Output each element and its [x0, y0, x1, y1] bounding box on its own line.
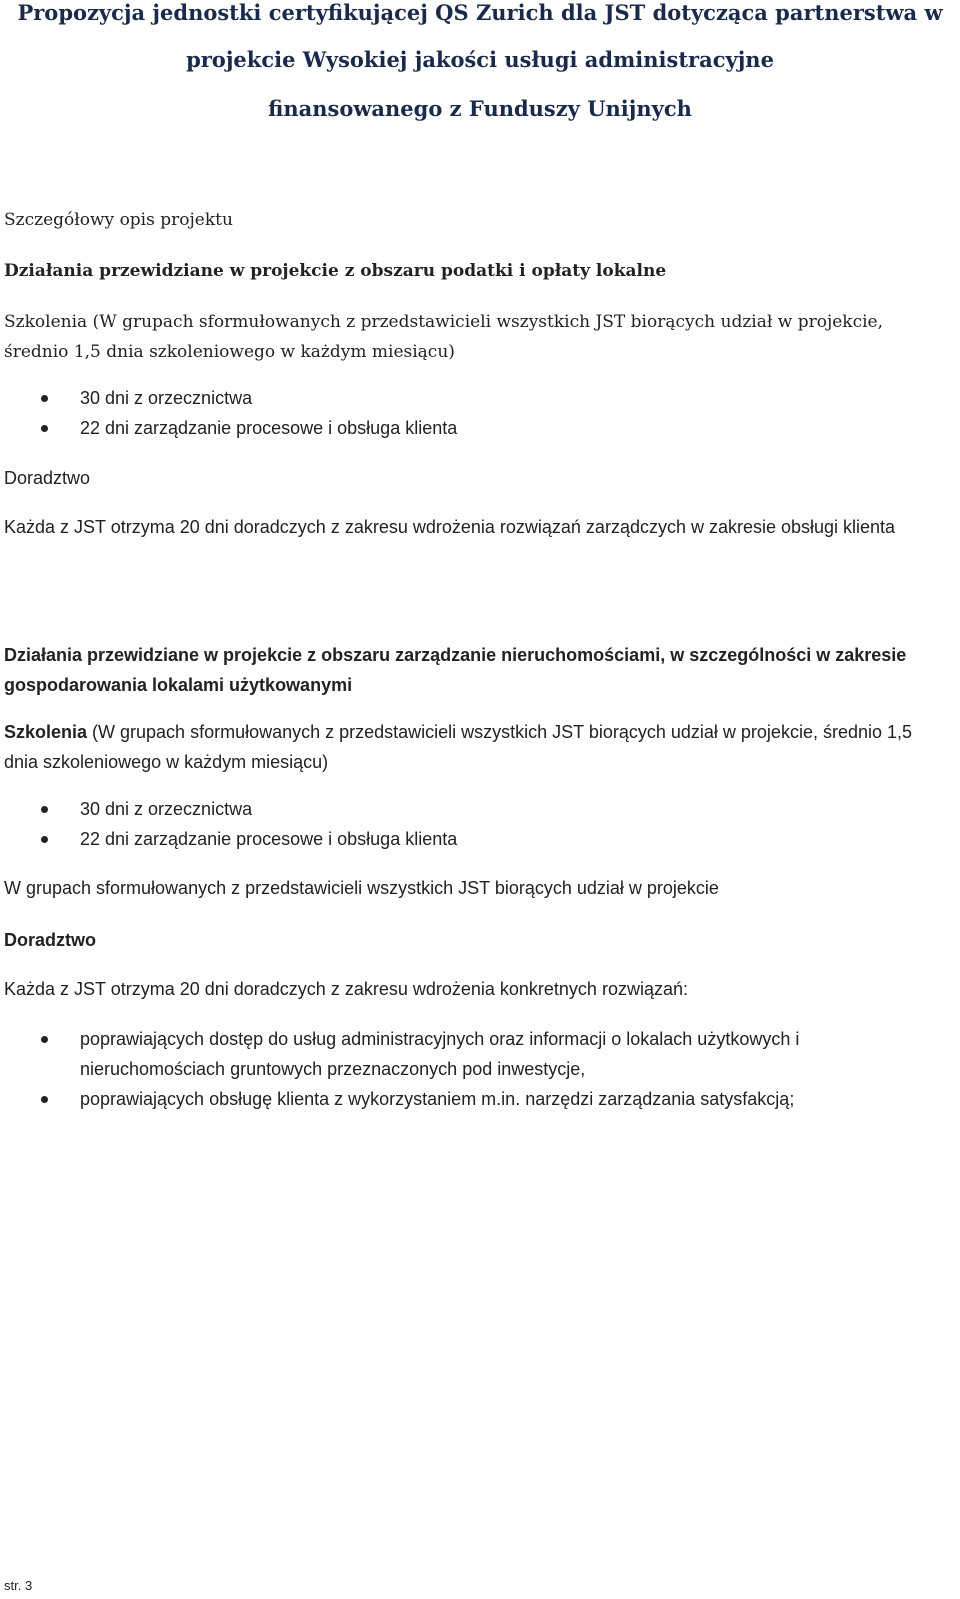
section2-training-text	[4, 717, 949, 777]
list-item: poprawiających obsługę klienta z wykorzystaniem m.in. narzędzi zarządzania satysfakcją;	[0, 1084, 920, 1114]
section2-training-list	[0, 794, 920, 854]
section1-subheading: Działania przewidziane w projekcie z obszaru podatki i opłaty lokalne	[4, 261, 667, 281]
section-heading: Szczegółowy opis projektu	[4, 210, 233, 230]
section2-advisory-label: Doradztwo	[4, 930, 96, 950]
section1-training-text: Szkolenia (W grupach sformułowanych z przedstawicieli wszystkich JST biorących udział w projekcie, średnio 1,5 dnia szkoleniowego w każdym miesiącu)	[4, 312, 884, 362]
section2-advisory-list	[0, 1024, 920, 1114]
list-item: 22 dni zarządzanie procesowe i obsługa klienta	[0, 824, 920, 854]
section2-subheading: Działania przewidziane w projekcie z obszaru zarządzanie nieruchomościami, w szczególności w zakresie gospodarowania lokalami użytkowanymi	[4, 645, 907, 695]
page-number: str. 3	[4, 1578, 33, 1593]
document-title-line-3: finansowanego z Funduszy Unijnych	[268, 96, 692, 121]
document-title-line-2: projekcie Wysokiej jakości usługi administracyjne	[186, 47, 774, 72]
section2-advisory-text: Każda z JST otrzyma 20 dni doradczych z zakresu wdrożenia konkretnych rozwiązań:	[4, 979, 688, 999]
section1-advisory-text: Każda z JST otrzyma 20 dni doradczych z zakresu wdrożenia rozwiązań zarządczych w zakresie obsługi klienta	[4, 517, 896, 537]
list-item: 30 dni z orzecznictwa	[0, 794, 920, 824]
section1-advisory-label: Doradztwo	[4, 468, 91, 488]
list-item: 30 dni z orzecznictwa	[0, 383, 920, 413]
list-item: 22 dni zarządzanie procesowe i obsługa klienta	[0, 413, 920, 443]
section1-training-list	[0, 383, 920, 443]
list-item: poprawiających dostęp do usług administracyjnych oraz informacji o lokalach użytkowych i nieruchomościach gruntowych przeznaczonych pod inwestycje,	[0, 1024, 920, 1084]
section2-training-rest: (W grupach sformułowanych z przedstawicieli wszystkich JST biorących udział w projekcie, średnio 1,5 dnia szkoleniowego w każdym miesiącu)	[4, 722, 913, 772]
document-title-line-1: Propozycja jednostki certyfikującej QS Zurich dla JST dotycząca partnerstwa w	[17, 0, 943, 25]
section2-training-label: Szkolenia	[4, 722, 88, 742]
section2-groups-text: W grupach sformułowanych z przedstawicieli wszystkich JST biorących udział w projekcie	[4, 878, 719, 898]
